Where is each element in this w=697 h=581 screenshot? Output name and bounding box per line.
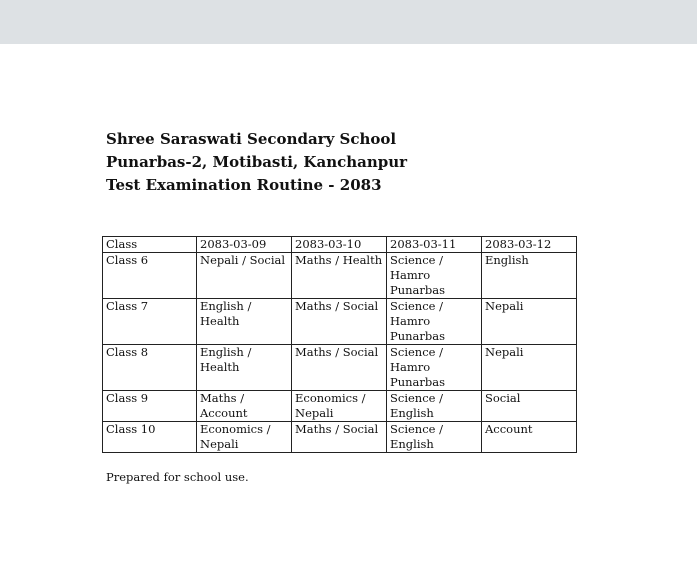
header-cell: 2083-03-11 [387, 237, 482, 253]
subject-cell: Maths / Account [197, 391, 292, 422]
subject-cell: Science / Hamro Punarbas [387, 253, 482, 299]
subject-cell: Maths / Social [292, 422, 387, 453]
subject-cell: English / Health [197, 299, 292, 345]
school-name: Shree Saraswati Secondary School [106, 130, 397, 148]
top-toolbar-band [0, 0, 697, 44]
subject-cell: Economics / Nepali [292, 391, 387, 422]
document-page [0, 44, 697, 581]
class-cell: Class 10 [103, 422, 197, 453]
table-header-row [103, 237, 577, 253]
table-row [103, 391, 577, 422]
document-heading [106, 128, 407, 197]
subject-cell: Social [482, 391, 577, 422]
subject-cell: Maths / Social [292, 345, 387, 391]
subject-cell: English / Health [197, 345, 292, 391]
school-address: Punarbas-2, Motibasti, Kanchanpur [106, 153, 408, 171]
subject-cell: Account [482, 422, 577, 453]
subject-cell: English [482, 253, 577, 299]
header-cell: Class [103, 237, 197, 253]
routine-table [102, 236, 577, 453]
subject-cell: Maths / Health [292, 253, 387, 299]
table-row [103, 299, 577, 345]
class-cell: Class 9 [103, 391, 197, 422]
class-cell: Class 6 [103, 253, 197, 299]
class-cell: Class 8 [103, 345, 197, 391]
subject-cell: Nepali / Social [197, 253, 292, 299]
table-row [103, 345, 577, 391]
subject-cell: Maths / Social [292, 299, 387, 345]
subject-cell: Economics / Nepali [197, 422, 292, 453]
header-cell: 2083-03-12 [482, 237, 577, 253]
header-cell: 2083-03-09 [197, 237, 292, 253]
table-row [103, 253, 577, 299]
subject-cell: Science / Hamro Punarbas [387, 345, 482, 391]
header-cell: 2083-03-10 [292, 237, 387, 253]
subject-cell: Nepali [482, 299, 577, 345]
subject-cell: Science / English [387, 391, 482, 422]
class-cell: Class 7 [103, 299, 197, 345]
routine-title: Test Examination Routine - 2083 [106, 176, 382, 194]
table-row [103, 422, 577, 453]
footer-note: Prepared for school use. [106, 470, 249, 484]
subject-cell: Science / Hamro Punarbas [387, 299, 482, 345]
subject-cell: Nepali [482, 345, 577, 391]
subject-cell: Science / English [387, 422, 482, 453]
